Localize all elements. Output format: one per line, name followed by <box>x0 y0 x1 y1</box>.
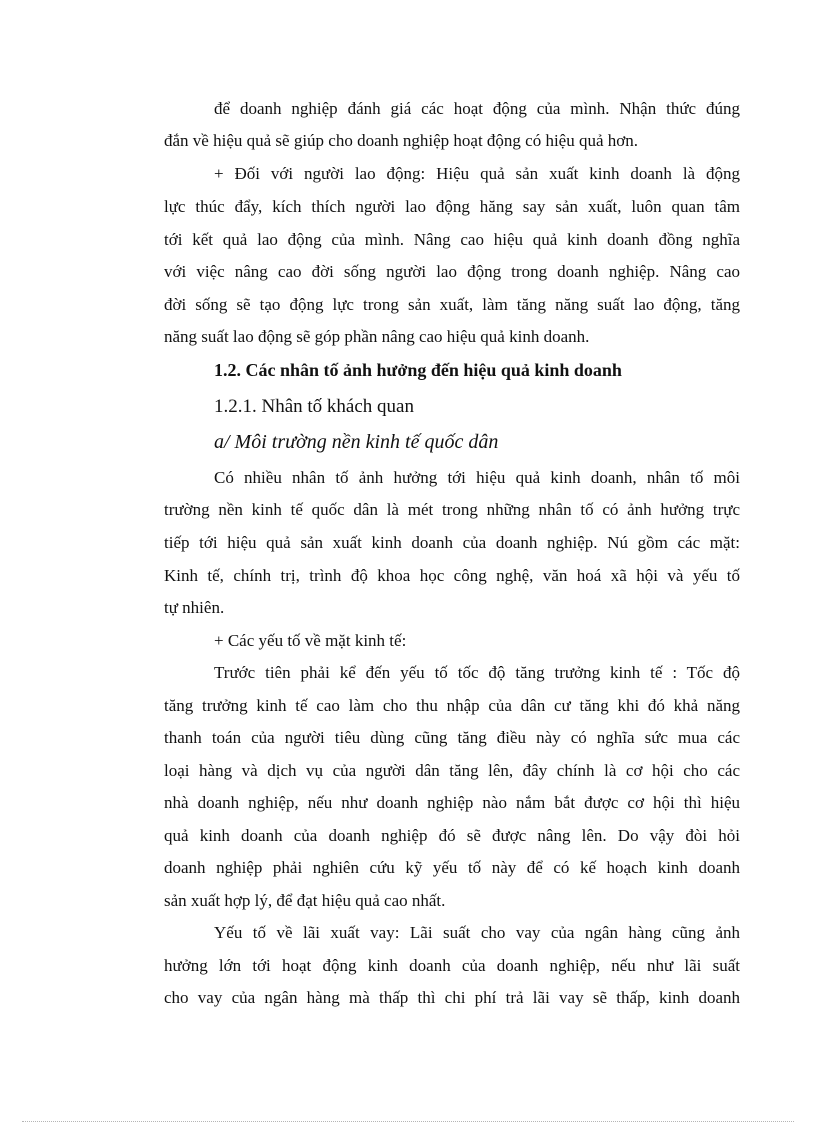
paragraph-line: tới kết quả lao động của mình. Nâng cao hiệu quả kinh doanh đồng nghĩa <box>164 230 740 249</box>
paragraph-line: loại hàng và dịch vụ của người dân tăng lên, đây chính là cơ hội cho các <box>164 761 740 780</box>
paragraph-line: tiếp tới hiệu quả sản xuất kinh doanh của doanh nghiệp. Nú gồm các mặt: <box>164 533 740 552</box>
paragraph-line: + Các yếu tố về mặt kinh tế: <box>214 631 407 650</box>
paragraph-line: Trước tiên phải kể đến yếu tố tốc độ tăng trưởng kinh tế : Tốc độ <box>214 663 740 682</box>
paragraph-line: năng suất lao động sẽ góp phần nâng cao hiệu quả kinh doanh. <box>164 327 590 346</box>
section-heading: 1.2. Các nhân tố ảnh hưởng đến hiệu quả kinh doanh <box>214 360 622 380</box>
paragraph-line: đắn về hiệu quả sẽ giúp cho doanh nghiệp hoạt động có hiệu quả hơn. <box>164 131 639 150</box>
paragraph-line: Kinh tế, chính trị, trình độ khoa học công nghệ, văn hoá xã hội và yếu tố <box>164 566 740 585</box>
paragraph-line: doanh nghiệp phải nghiên cứu kỹ yếu tố này để có kế hoạch kinh doanh <box>164 858 740 877</box>
paragraph-line: quả kinh doanh của doanh nghiệp đó sẽ được nâng lên. Do vậy đòi hỏi <box>164 826 740 845</box>
paragraph-line: Có nhiều nhân tố ảnh hưởng tới hiệu quả kinh doanh, nhân tố môi <box>214 468 740 487</box>
paragraph-line: Yếu tố về lãi xuất vay: Lãi suất cho vay của ngân hàng cũng ảnh <box>214 923 740 942</box>
paragraph-line: hưởng lớn tới hoạt động kinh doanh của doanh nghiệp, nếu như lãi suất <box>164 956 740 975</box>
paragraph-line: trường nền kinh tế quốc dân là mét trong những nhân tố có ảnh hưởng trực <box>164 500 740 519</box>
paragraph-line: lực thúc đẩy, kích thích người lao động hăng say sản xuất, luôn quan tâm <box>164 197 740 216</box>
paragraph-line: để doanh nghiệp đánh giá các hoạt động của mình. Nhận thức đúng <box>214 99 740 118</box>
paragraph-line: thanh toán của người tiêu dùng cũng tăng điều này có nghĩa sức mua các <box>164 728 740 747</box>
paragraph-line: đời sống sẽ tạo động lực trong sản xuất, làm tăng năng suất lao động, tăng <box>164 295 740 314</box>
paragraph-line: với việc nâng cao đời sống người lao động trong doanh nghiệp. Nâng cao <box>164 262 740 281</box>
subsection-heading: 1.2.1. Nhân tố khách quan <box>214 396 414 417</box>
page-bottom-border <box>22 1121 794 1122</box>
paragraph-line: nhà doanh nghiệp, nếu như doanh nghiệp nào nắm bắt được cơ hội thì hiệu <box>164 793 740 812</box>
paragraph-line: + Đối với người lao động: Hiệu quả sản xuất kinh doanh là động <box>214 164 740 183</box>
paragraph-line: sản xuất hợp lý, để đạt hiệu quả cao nhất. <box>164 891 446 910</box>
sub-subsection-heading: a/ Môi trường nền kinh tế quốc dân <box>214 431 499 453</box>
paragraph-line: cho vay của ngân hàng mà thấp thì chi phí trả lãi vay sẽ thấp, kinh doanh <box>164 988 740 1007</box>
paragraph-line: tự nhiên. <box>164 598 225 617</box>
paragraph-line: tăng trưởng kinh tế cao làm cho thu nhập của dân cư tăng khi đó khả năng <box>164 696 740 715</box>
